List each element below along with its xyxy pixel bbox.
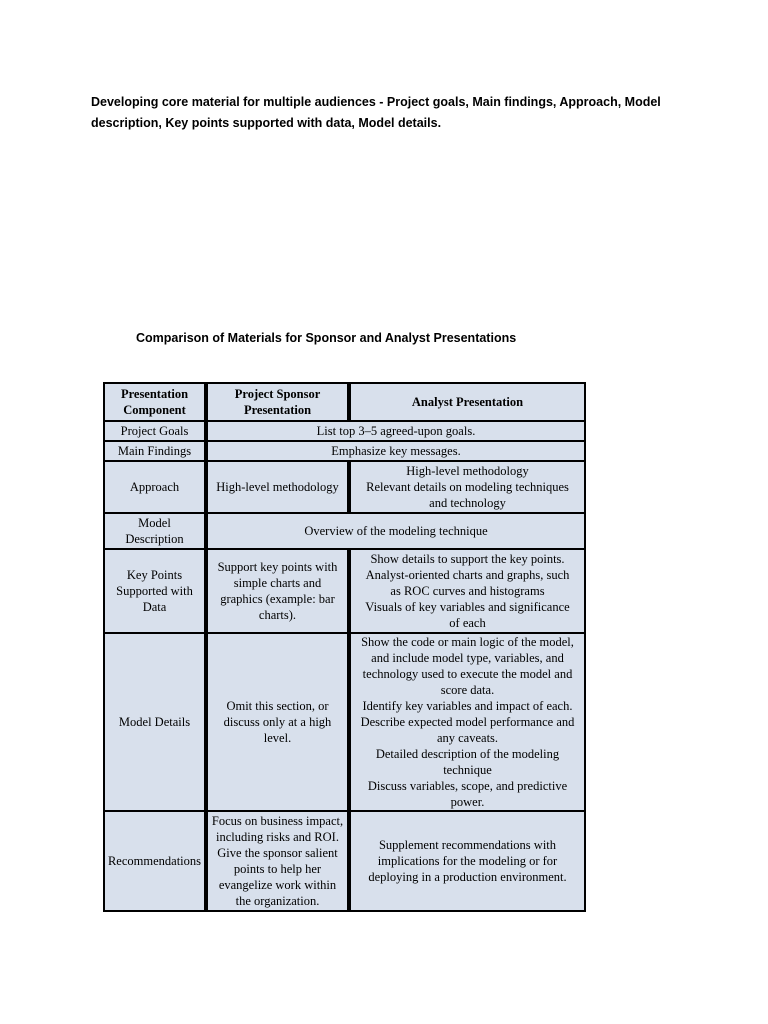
table-header-row [104,383,585,421]
analyst-cell: Supplement recommendations with implications for the modeling or for deploying in a production environment. [350,811,585,911]
table-row [104,421,585,441]
table-row [104,461,585,513]
row-component-cell: Approach [104,461,207,513]
comparison-table [103,382,586,912]
row-component-cell: Model Description [104,513,207,549]
merged-cell: Emphasize key messages. [207,441,585,461]
sponsor-cell: Omit this section, or discuss only at a high level. [207,633,350,811]
row-component-cell: Model Details [104,633,207,811]
sponsor-cell: Focus on business impact, including risks and ROI. Give the sponsor salient points to help her evangelize work within the organization. [207,811,350,911]
table-row [104,811,585,911]
row-component-cell: Key Points Supported with Data [104,549,207,633]
header-component: Presentation Component [104,383,207,421]
sponsor-cell: Support key points with simple charts and graphics (example: bar charts). [207,549,350,633]
table-row [104,549,585,633]
sponsor-cell: High-level methodology [207,461,350,513]
intro-paragraph: Developing core material for multiple audiences - Project goals, Main findings, Approach, Model description, Key points supported with data, Model details. [91,95,661,130]
header-sponsor: Project Sponsor Presentation [207,383,350,421]
merged-cell: Overview of the modeling technique [207,513,585,549]
merged-cell: List top 3–5 agreed-upon goals. [207,421,585,441]
header-analyst: Analyst Presentation [350,383,585,421]
table-row [104,633,585,811]
comparison-table-container [103,382,586,912]
row-component-cell: Recommendations [104,811,207,911]
table-row [104,441,585,461]
table-row [104,513,585,549]
row-component-cell: Main Findings [104,441,207,461]
table-caption: Comparison of Materials for Sponsor and Analyst Presentations [136,331,517,345]
analyst-cell: High-level methodology Relevant details on modeling techniques and technology [350,461,585,513]
analyst-cell: Show details to support the key points. Analyst-oriented charts and graphs, such as ROC curves and histograms Visuals of key variables and significance of each [350,549,585,633]
analyst-cell: Show the code or main logic of the model, and include model type, variables, and technology used to execute the model and score data. Identify key variables and impact of each. Describe expected model performance and any caveats. Detailed description of the modeling technique Discuss variables, scope, and predictive power. [350,633,585,811]
row-component-cell: Project Goals [104,421,207,441]
